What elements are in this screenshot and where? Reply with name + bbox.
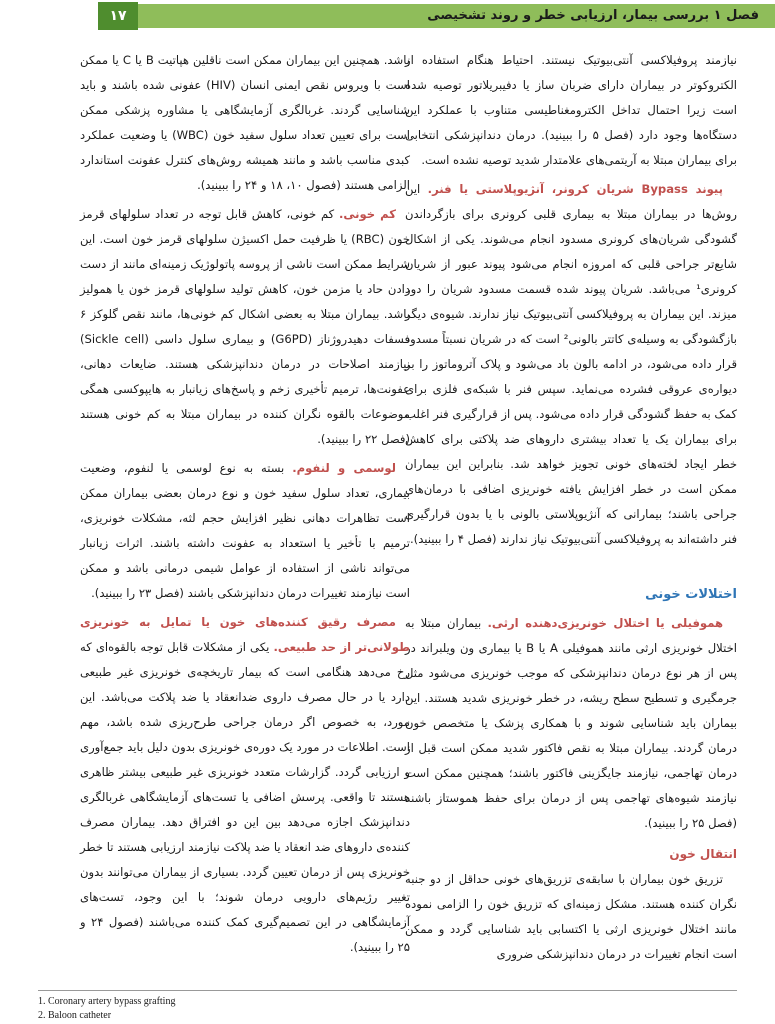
left-column [80, 48, 410, 960]
run-in-heading-bypass: پیوند Bypass شریان کرونر، آنژیوپلاستی یا فنر. [427, 182, 723, 196]
page-number: ۱۷ [98, 2, 138, 30]
paragraph-bypass-body: این روش‌ها در بیماران مبتلا به بیماری قلبی کرونری برای بازگرداندن گشودگی شریان‌های کرونری مسدود انجام می‌شوند. یکی از اشکال شایع‌تر جراحی قلبی که امروزه انجام می‌شود پیوند عبور از شریان کرونری¹ می‌باشد. شریان پیوند شده قسمت مسدود شریان را دور میزند. این بیماران به پروفیلاکسی آنتی‌بیوتیک نیاز ندارند. شیوه‌ی دیگر بازگشودگی به وسیله‌ی کاتتر بالونی² است که در شریان نسبتاً مسدود قرار داده می‌شود، در ادامه بالون باد می‌شود و پلاک آتروماتوز را بر دیواره‌ی عروقی فشرده می‌نماید. سپس فنر با شبکه‌ی فلزی برای کمک به حفظ گشودگی قرار داده می‌شود. پس از قرارگیری فنر اغلب برای بیماران یک یا تعداد بیشتری داروهای ضد پلاکتی برای کاهش خطر ایجاد لخته‌های خونی تجویز خواهد شد. بنابراین این بیماران ممکن است در خطر افزایش یافته خونریزی اضافی با درمان‌های جراحی باشند؛ بیمارانی که آنژیوپلاستی بالونی با یا بدون قرارگیری فنر داشته‌اند به پروفیلاکسی آنتی‌بیوتیک نیاز ندارند (فصل ۴ را ببینید). [405, 182, 737, 546]
run-in-heading-hemophilia: هموفیلی یا اختلال خونریزی‌دهنده ارثی. [487, 616, 724, 630]
right-column [405, 48, 737, 967]
paragraph-hemophilia [405, 611, 737, 836]
run-in-heading-anemia: کم خونی. [338, 207, 396, 221]
chapter-title: فصل ۱ بررسی بیمار، ارزیابی خطر و روند تشخیصی [427, 8, 759, 23]
footnote-1: 1. Coronary artery bypass grafting [38, 996, 176, 1007]
footnote-2: 2. Baloon catheter [38, 1010, 112, 1021]
section-heading-blood-disorders: اختلالات خونی [645, 587, 737, 602]
paragraph-bypass [405, 177, 737, 552]
sub-heading-transfusion: انتقال خون [669, 847, 737, 861]
run-in-heading-leukemia: لوسمی و لنفوم. [292, 461, 397, 475]
paragraph-pacemaker-note: نیازمند پروفیلاکسی آنتی‌بیوتیک نیستند. احتیاط هنگام استفاده از الکتروکوتر در بیماران دارای ضربان ساز یا دفیبریلاتور توصیه شده است زیرا احتمال تداخل الکترومغناطیسی متناوب با عملکرد این دستگاه‌ها وجود دارد (فصل ۵ را ببینید). درمان دندانپزشکی انتخابی برای بیماران مبتلا به آریتمی‌های علامتدار شدید توصیه نشده است. [405, 53, 737, 167]
paragraph-anticoagulants-body: یکی از مشکلات قابل توجه بالقوه‌ای که رخ می‌دهد هنگامی است که بیمار تاریخچه‌ی خونریزی غیر طبیعی دارد یا در حال مصرف داروی ضدانعقاد یا ضد پلاکت می‌باشد. این مورد، به خصوص اگر درمان جراحی طرح‌ریزی شده باشد، مهم است. اطلاعات در مورد یک دوره‌ی خونریزی بدون دلیل باید جمع‌آوری و ارزیابی گردد. گزارشات متعدد خونریزی غیر طبیعی بیشتر ظاهری هستند تا واقعی. پرسش اضافی یا تست‌های آزمایشگاهی غربالگری دندانپزشک اجازه می‌دهد بین این دو افتراق دهد. بیماران مصرف کننده‌ی داروهای ضد انعقاد یا ضد پلاکت نیازمند ارزیابی هستند تا خطر خونریزی پس از درمان تعیین گردد. بسیاری از بیماران می‌توانند بدون تغییر رژیم‌های دارویی درمان شوند؛ با این وجود، تست‌های آزمایشگاهی در این تصمیم‌گیری کمک کننده می‌باشند (فصول ۲۴ و ۲۵ را ببینید). [80, 640, 410, 954]
run-in-heading-anticoagulants: مصرف رقیق کننده‌های خون یا تمایل به خونریزی طولانی‌تر از حد طبیعی. [80, 615, 411, 654]
paragraph-leukemia-body: بسته به نوع لوسمی یا لنفوم، وضعیت بیماری، تعداد سلول سفید خون و نوع درمان بعضی بیماران ممکن است تظاهرات دهانی نظیر افزایش حجم لثه، مشکلات خونریزی، ترمیم با تأخیر یا استعداد به عفونت داشته باشند. اثرات زیانبار می‌تواند ناشی از استفاده از عوامل شیمی درمانی باشد و ممکن است نیازمند تغییرات درمان دندانپزشکی باشند (فصل ۲۳ را ببینید). [80, 461, 410, 600]
paragraph-anticoagulants [80, 610, 410, 960]
paragraph-anemia-body: کم خونی، کاهش قابل توجه در تعداد سلولهای قرمز خون (RBC) یا ظرفیت حمل اکسیژن سلولهای قرمز خون است. این شرایط ممکن است ناشی از پروسه پاتولوژیک زمینه‌ای مانند از دست دادن حاد یا مزمن خون، کاهش تولید سلولهای قرمز خون یا همولیز باشد. بیماران مبتلا به بعضی اشکال کم خونی‌ها، مانند نقص گلوکز ۶ فسفات دهیدروژناز (G6PD) و بیماری سلول داسی (Sickle cell) نیازمند اصلاحات در درمان دندانپزشکی هستند. ضایعات دهانی، عفونت‌ها، ترمیم تأخیری زخم و پاسخ‌های زیانبار به هایپوکسی همگی موضوعات بالقوه نگران کننده در بیماران مبتلا به کم خونی هستند (فصل ۲۲ را ببینید). [80, 207, 410, 446]
paragraph-anemia [80, 202, 410, 452]
footnotes [38, 990, 737, 1023]
paragraph-hepatitis: باشد. همچنین این بیماران ممکن است ناقلین هپاتیت B یا C یا ممکن است با ویروس نقص ایمنی انسان (HIV) عفونی شده باشند و باید شناسایی گردند. غربالگری آزمایشگاهی یا مشاوره پزشکی ممکن است برای تعیین تعداد سلول سفید خون (WBC) یا وضعیت عملکرد کبدی مناسب باشد و مانند همیشه روش‌های کنترل عفونت استاندارد الزامی هستند (فصول ۱۰، ۱۸ و ۲۴ را ببینید). [80, 53, 410, 192]
page-header [0, 0, 775, 34]
paragraph-leukemia [80, 456, 410, 606]
paragraph-hemophilia-body: بیماران مبتلا به اختلال خونریزی ارثی مانند هموفیلی A یا B یا بیماری ون ویلبراند در پس از هر نوع درمان دندانپزشکی که موجب خونریزی می‌شود مثل جرمگیری و تسطیح سطح ریشه، در خطر خونریزی شدید هستند. این بیماران باید شناسایی شوند و با همکاری پزشک یا متخصص خون درمان گردند. بیماران مبتلا به نقص فاکتور شدید ممکن است قبل از درمان تهاجمی، نیازمند جایگزینی فاکتور باشند؛ همچنین ممکن است نیازمند شیوه‌های تهاجمی پس از درمان برای حفظ هموستاز باشند (فصل ۲۵ را ببینید). [405, 616, 737, 830]
paragraph-transfusion: تزریق خون بیماران با سابقه‌ی تزریق‌های خونی حداقل از دو جنبه نگران کننده هستند. مشکل زمینه‌ای که تزریق خون را الزامی نموده مانند اختلال خونریزی ارثی یا اکتسابی باید شناسایی گردد و ممکن است انجام تغییرات در درمان دندانپزشکی ضروری [405, 872, 737, 961]
